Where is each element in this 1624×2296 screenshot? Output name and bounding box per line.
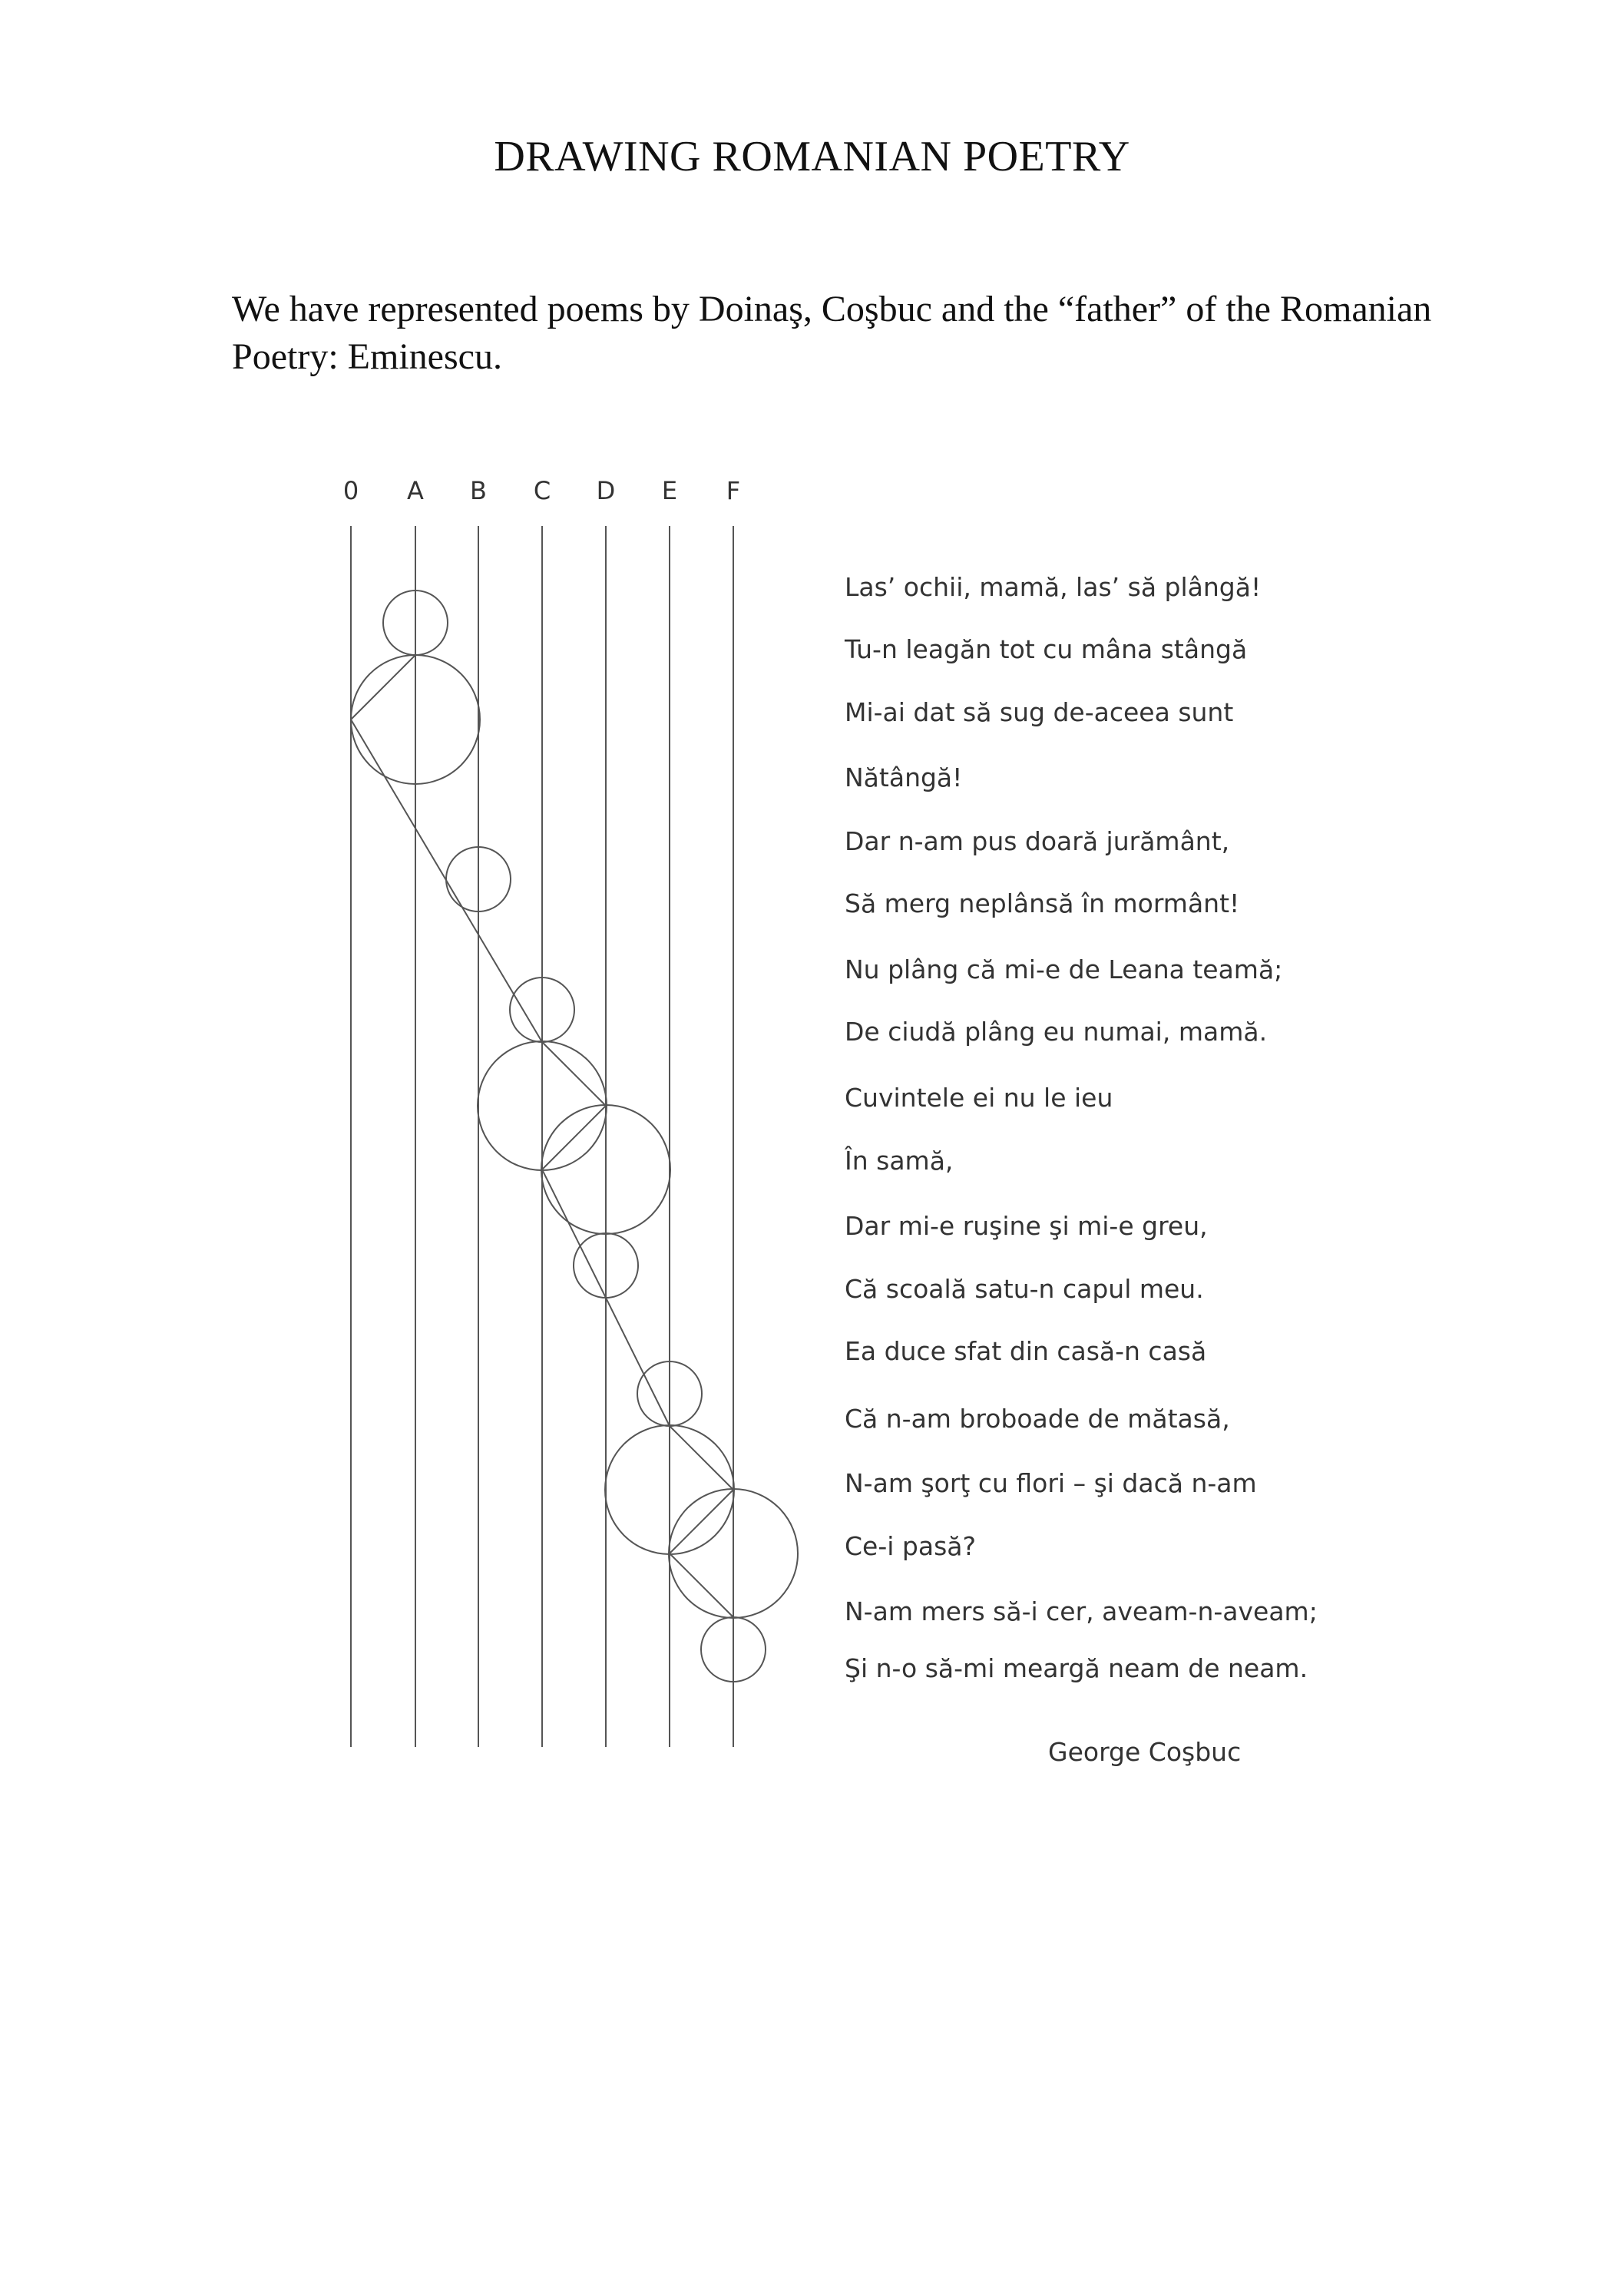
poem-line: De ciudă plâng eu numai, mamă.: [845, 1017, 1268, 1047]
poem-line: Tu-n leagăn tot cu mâna stângă: [845, 634, 1248, 664]
poem-line: Las’ ochii, mamă, las’ să plângă!: [845, 572, 1262, 602]
poem-line: N-am mers să-i cer, aveam-n-aveam;: [845, 1596, 1318, 1626]
poem-line: Dar n-am pus doară jurământ,: [845, 826, 1230, 856]
poem-line: Cuvintele ei nu le ieu: [845, 1083, 1113, 1113]
diagonal-segment: [542, 1042, 606, 1106]
diagonal-segment: [351, 655, 415, 720]
page-title: DRAWING ROMANIAN POETRY: [494, 133, 1130, 180]
poem-author: George Coşbuc: [1048, 1737, 1242, 1767]
column-label-d: D: [596, 476, 616, 505]
poem-line: Că scoală satu-n capul meu.: [845, 1274, 1204, 1304]
column-label-a: A: [407, 476, 424, 505]
column-lines: [351, 526, 733, 1747]
diagonal-segment: [670, 1490, 733, 1553]
poem-line: Ce-i pasă?: [845, 1531, 977, 1561]
column-label-f: F: [726, 476, 741, 505]
poem-diagram: [307, 461, 829, 1766]
intro-paragraph: We have represented poems by Doinaş, Coşbuc and the “father” of the Romanian Poetry: Eminescu.: [232, 289, 1432, 377]
column-label-e: E: [661, 476, 678, 505]
diagonal-segment: [670, 1553, 733, 1617]
poem-line: Nătângă!: [845, 763, 963, 792]
column-label-c: C: [533, 476, 551, 505]
circle-marks: [351, 591, 798, 1682]
poem-line: Ea duce sfat din casă-n casă: [845, 1336, 1207, 1366]
poem-line: Dar mi-e ruşine şi mi-e greu,: [845, 1211, 1208, 1241]
poem-line: Să merg neplânsă în mormânt!: [845, 888, 1240, 918]
poem-line: În samă,: [845, 1146, 954, 1176]
poem-line: Mi-ai dat să sug de-aceea sunt: [845, 697, 1234, 727]
diagonal-segment: [670, 1426, 733, 1490]
column-label-b: B: [470, 476, 487, 505]
column-label-0: 0: [342, 476, 359, 505]
poem-line: Că n-am broboade de mătasă,: [845, 1404, 1230, 1434]
poem-line: N-am şorţ cu flori – şi dacă n-am: [845, 1468, 1257, 1498]
diagonal-segment: [542, 1106, 606, 1170]
poem-line: Nu plâng că mi-e de Leana teamă;: [845, 954, 1283, 984]
column-labels: [343, 476, 740, 505]
poem-line: Şi n-o să-mi meargă neam de neam.: [845, 1653, 1308, 1683]
